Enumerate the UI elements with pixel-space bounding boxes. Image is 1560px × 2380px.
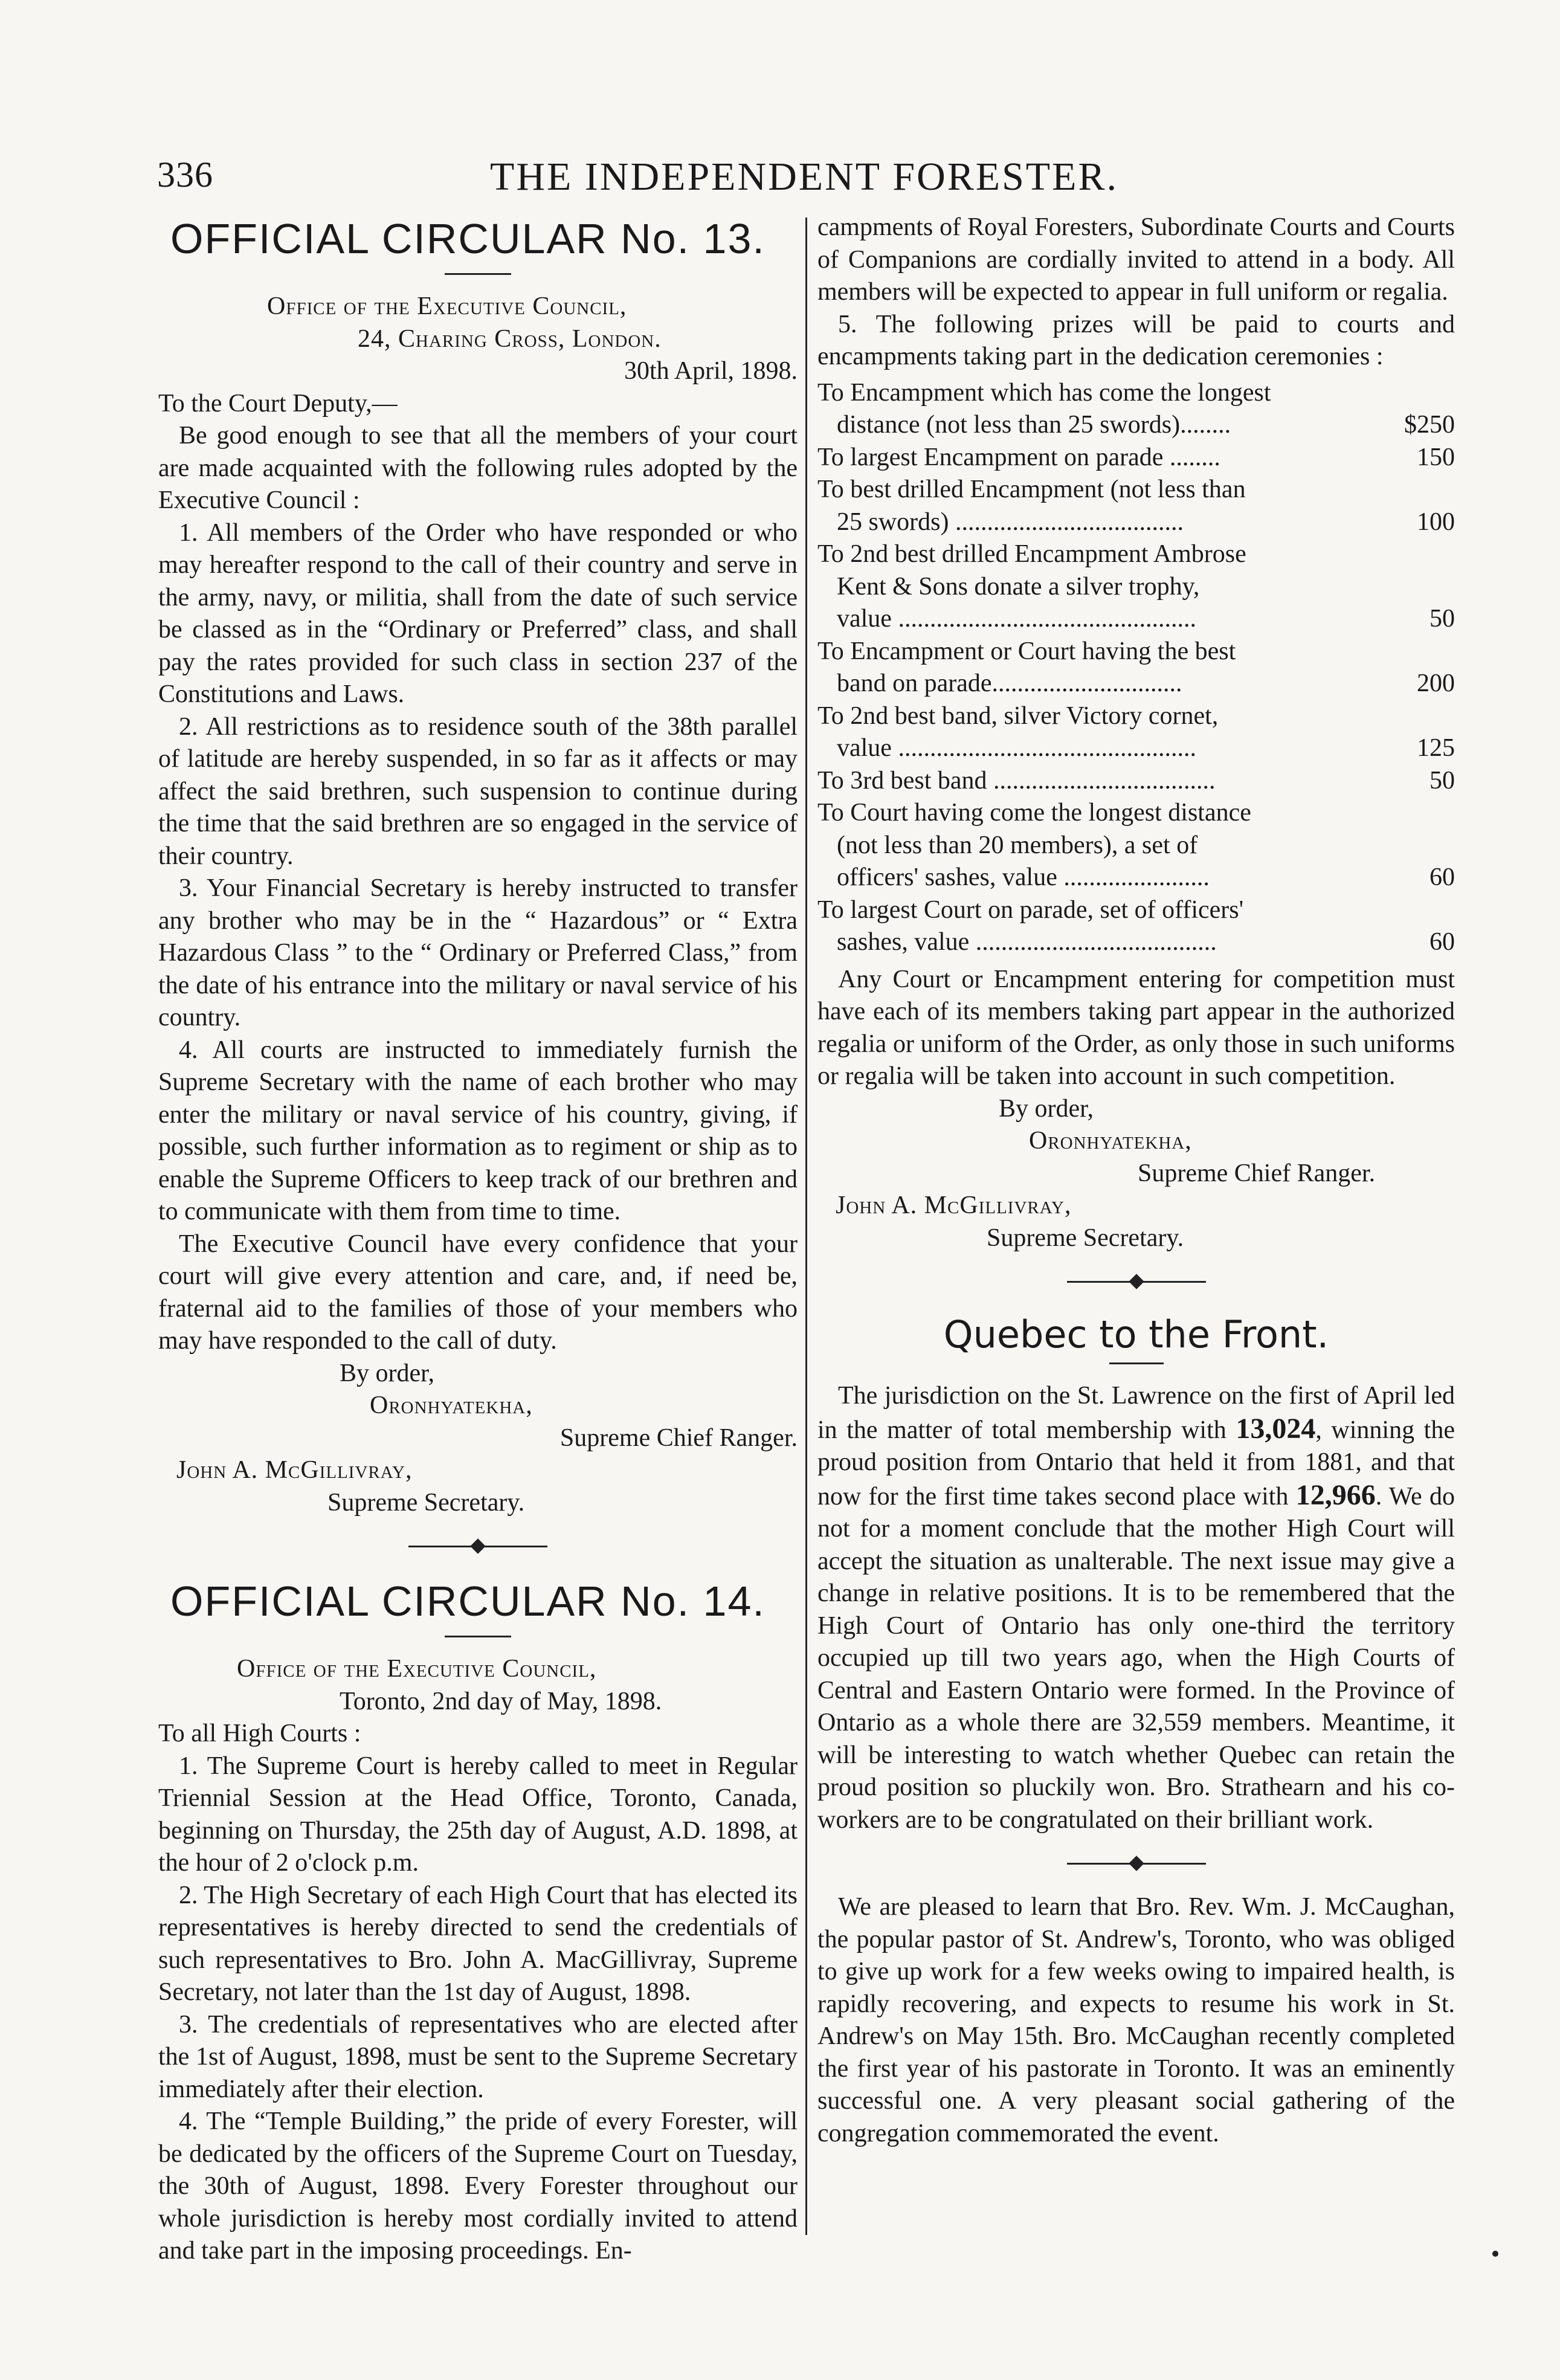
signer-name: Oronhyatekha, — [370, 1392, 533, 1419]
prize-line: To largest Encampment on parade ........ — [817, 443, 1220, 471]
right-column — [817, 211, 1455, 2247]
circular-13-heading: OFFICIAL CIRCULAR No. 13. — [170, 215, 765, 262]
office-date: Toronto, 2nd day of May, 1898. — [340, 1687, 662, 1715]
prize-amount: 200 — [1417, 669, 1455, 697]
quebec-article — [817, 1380, 1455, 1836]
running-title: THE INDEPENDENT FORESTER. — [490, 155, 1118, 199]
prize-amount: 50 — [1429, 605, 1455, 633]
secretary-name: John A. McGillivray, — [836, 1192, 1072, 1219]
prize-line: value ............................................... — [837, 734, 1196, 762]
prize-line: To 2nd best drilled Encampment Ambrose — [817, 540, 1246, 568]
prize-description — [817, 377, 1388, 442]
office-address: 24, Charing Cross, London. — [358, 324, 662, 353]
circular-13-closing: The Executive Council have every confidence that your court will give every attention and care, and, if need be, fraternal aid to the families of those of your members who may have responded to the call of duty. — [158, 1230, 798, 1355]
left-column — [158, 211, 798, 2265]
prize-amount: 60 — [1429, 928, 1455, 956]
prize-amount: 100 — [1417, 508, 1455, 536]
secretary-name: John A. McGillivray, — [176, 1456, 413, 1484]
heading-rule — [445, 273, 511, 275]
salutation: To all High Courts : — [158, 1720, 361, 1747]
signer-title: Supreme Chief Ranger. — [1138, 1159, 1376, 1187]
page-header — [157, 154, 1451, 199]
prize-row — [817, 636, 1455, 700]
prize-description — [817, 474, 1388, 538]
prize-line: Kent & Sons donate a silver trophy, — [837, 572, 1200, 601]
circular-13-rule-3: 3. Your Financial Secretary is hereby instructed to transfer any brother who may be in the “ Hazardous” or “ Extra Hazardous Class ” to the “ Ordinary or Preferred Class,” from the date of his entrance into the military or naval service of his country. — [158, 874, 798, 1031]
circular-14-item-5: 5. The following prizes will be paid to courts and encampments taking part in the dedication ceremonies : — [817, 310, 1455, 370]
section-divider — [1067, 1863, 1206, 1865]
prize-description — [817, 700, 1388, 765]
section-divider — [1067, 1281, 1206, 1283]
prize-description — [817, 538, 1388, 636]
section-divider — [408, 1546, 547, 1547]
mccaughan-note: We are pleased to learn that Bro. Rev. Wm. J. McCaughan, the popular pastor of St. Andrew's, Toronto, who was obliged to give up work for a few weeks owing to impaired health, is rapidly recovering, and expects to resume his work in St. Andrew's on May 15th. Bro. McCaughan recently completed the first year of his pastorate in Toronto. It was an eminently successful one. A very pleasant social gathering of the congregation commemorated the event. — [817, 1893, 1455, 2147]
prize-row — [817, 700, 1455, 765]
prize-line: value ............................................... — [837, 605, 1196, 633]
circular-14-item-4-continued: campments of Royal Foresters, Subordinate Courts and Courts of Companions are cordially invited to attend in a body. All members will be expected to appear in full uniform or regalia. — [817, 213, 1455, 306]
salutation: To the Court Deputy,— — [158, 389, 398, 418]
prize-line: To best drilled Encampment (not less than — [817, 476, 1246, 503]
prize-row — [817, 894, 1455, 959]
heading-rule — [1109, 1363, 1164, 1364]
prize-row — [817, 765, 1455, 798]
prize-row — [817, 797, 1455, 894]
print-speck — [1492, 2251, 1498, 2257]
prize-line: To 3rd best band ................................... — [817, 766, 1216, 795]
column-divider — [805, 218, 807, 2235]
circular-14-heading: OFFICIAL CIRCULAR No. 14. — [170, 1578, 765, 1625]
prize-amount: 50 — [1429, 766, 1455, 795]
circular-14-item-4: 4. The “Temple Building,” the pride of every Forester, will be dedicated by the officers of the Supreme Court on Tuesday, the 30th of August, 1898. Every Forester throughout our whole jurisdiction is hereby most cordially invited to attend and take part in the imposing proceedings. En- — [158, 2107, 798, 2265]
signer-name: Oronhyatekha, — [1029, 1127, 1192, 1155]
by-order: By order, — [999, 1094, 1094, 1123]
prize-description — [817, 797, 1388, 894]
prize-row — [817, 474, 1455, 538]
office-line: Office of the Executive Council, — [237, 1655, 597, 1683]
quebec-heading: Quebec to the Front. — [943, 1312, 1329, 1356]
prize-line: 25 swords) .................................... — [837, 508, 1184, 536]
office-date: 30th April, 1898. — [624, 357, 798, 385]
prize-row — [817, 538, 1455, 636]
competition-note: Any Court or Encampment entering for competition must have each of its members taking part appear in the authorized regalia or uniform of the Order, as only those in such uniforms or regalia will be taken into account in such competition. — [817, 965, 1455, 1090]
heading-rule — [445, 1636, 511, 1637]
page-number: 336 — [157, 155, 213, 195]
ontario-figure: 12,966 — [1295, 1479, 1376, 1511]
prize-description — [817, 894, 1388, 959]
prize-row — [817, 377, 1455, 442]
prize-line: To Court having come the longest distance — [817, 799, 1251, 827]
prize-line: officers' sashes, value ....................... — [837, 863, 1210, 891]
quebec-text-3: . We do not for a moment conclude that the mother High Court will accept the situation as unalterable. The next issue may give a change in relative positions. It is to be remembered that the High Court of Ontario has only one-third the territory occupied up till two years ago, when the High Courts of Central and Eastern Ontario were formed. In the Province of Ontario as a whole there are 32,559 members. Meantime, it will be interesting to watch whether Quebec can retain the proud position so pluckily won. Bro. Strathearn and his co-workers are to be congratulated on their brilliant work. — [817, 1482, 1455, 1834]
secretary-title: Supreme Secretary. — [327, 1488, 525, 1517]
by-order: By order, — [340, 1359, 434, 1387]
prize-row — [817, 442, 1455, 474]
signer-title: Supreme Chief Ranger. — [559, 1424, 798, 1452]
prize-line: To Encampment or Court having the best — [817, 637, 1236, 665]
prize-line: To largest Court on parade, set of officers' — [817, 895, 1244, 924]
prize-line: sashes, value ...................................... — [837, 928, 1217, 956]
prize-amount: 125 — [1417, 734, 1455, 762]
circular-13-office — [158, 291, 798, 388]
circular-14-item-3: 3. The credentials of representatives who are elected after the 1st of August, 1898, must be sent to the Supreme Secretary immediately after their election. — [158, 2010, 798, 2103]
quebec-figure-1: 13,024 — [1236, 1412, 1316, 1445]
circular-14-item-1: 1. The Supreme Court is hereby called to meet in Regular Triennial Session at the Head Office, Toronto, Canada, beginning on Thursday, the 25th day of August, A.D. 1898, at the hour of 2 o'clock p.m. — [158, 1752, 798, 1877]
secretary-title: Supreme Secretary. — [987, 1224, 1184, 1252]
circular-14-office — [158, 1653, 798, 1718]
circular-13-rule-1: 1. All members of the Order who have responded or who may hereafter respond to the call of their country and serve in the army, navy, or militia, shall from the date of such service be classed as in the “Ordinary or Preferred” class, and shall pay the rates provided for such class in section 237 of the Constitutions and Laws. — [158, 518, 798, 708]
office-line: Office of the Executive Council, — [267, 292, 627, 320]
prize-amount: 60 — [1429, 863, 1455, 891]
prize-amount: 150 — [1417, 443, 1455, 471]
prize-line: distance (not less than 25 swords)........ — [837, 411, 1231, 439]
quebec-text-2: , winning the proud position from Ontario that held it from 1881, and that now for the first time takes second place with — [817, 1416, 1455, 1511]
prize-line: To Encampment which has come the longest — [817, 378, 1271, 407]
circular-13-intro: Be good enough to see that all the members of your court are made acquainted with the following rules adopted by the Executive Council : — [158, 422, 798, 514]
quebec-text-1: The jurisdiction on the St. Lawrence on the first of April led in the matter of total membership with — [817, 1382, 1455, 1444]
circular-14-item-2: 2. The High Secretary of each High Court that has elected its representatives is hereby directed to send the credentials of such representatives to Bro. John A. MacGillivray, Supreme Secretary, not later than the 1st day of August, 1898. — [158, 1881, 798, 2006]
prize-amount: $250 — [1404, 411, 1455, 439]
prize-list — [817, 377, 1455, 959]
prize-description — [817, 442, 1388, 474]
prize-description — [817, 636, 1388, 700]
prize-line: band on parade.............................. — [837, 669, 1182, 697]
circular-13-rule-4: 4. All courts are instructed to immediately furnish the Supreme Secretary with the name of each brother who may enter the military or naval service of his country, giving, if possible, such further information as to regiment or ship as to enable the Supreme Officers to keep track of our brethren and to communicate with them from time to time. — [158, 1036, 798, 1225]
circular-13-rule-2: 2. All restrictions as to residence south of the 38th parallel of latitude are hereby suspended, in so far as it affects or may affect the said brethren, such suspension to continue during the time that the said brethren are so engaged in the service of their country. — [158, 712, 798, 870]
prize-line: (not less than 20 members), a set of — [837, 831, 1198, 859]
prize-description — [817, 765, 1388, 798]
prize-line: To 2nd best band, silver Victory cornet, — [817, 701, 1219, 730]
